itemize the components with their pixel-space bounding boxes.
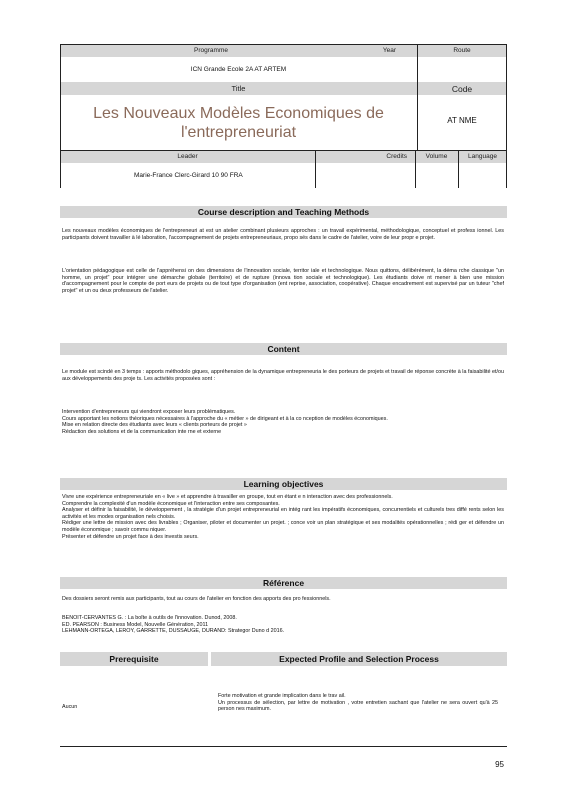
- leader-value: Marie-France Clerc-Girard 10 90 FRA: [134, 172, 243, 179]
- language-label: Language: [458, 150, 507, 163]
- title-label: Title: [60, 82, 417, 95]
- footer-rule: [60, 746, 507, 747]
- description-heading: Course description and Teaching Methods: [60, 206, 507, 218]
- description-paragraph-1: Les nouveaux modèles économiques de l'entrepreneuri at est un atelier combinant plusieurs approches : un travail expérimental, méthodologique, conceptuel et profess ionnel. Les participants doivent travailler à lé laboration, l'accompagnement de projets entrepreneuriaux, propo sés dans le cadre de l'atelier, voire de leur propr e projet.: [62, 228, 504, 241]
- content-heading: Content: [60, 343, 507, 355]
- objectives-paragraph: Vivre une expérience entrepreneuriale en « live » et apprendre à travailler en groupe, tout en étant e n interaction avec des professionnels. Comprendre la complexité d'un modèle économique et l'interaction entre ses composantes. Analyser et définir la faisabilité, le développement , la stratégie d'un projet entrepreneurial en intég rant les impératifs économiques, concurrentiels et culturels tres diffé rents selon les activités et les modes organisation nels choisis. Rédiger une lettre de mission avec des livrables ; Organiser, piloter et documenter un projet. ; conce voir un plan stratégique et ses modalités opérationnelles ; rédi ger et défendre un modèle économique ; savoir commu niquer. Présenter et défendre un projet face à des investis seurs.: [62, 494, 504, 540]
- credits-label: Credits: [315, 150, 415, 163]
- programme-value: ICN Grande Ecole 2A AT ARTEM: [190, 65, 287, 73]
- code-value: AT NME: [447, 115, 477, 125]
- profile-heading: Expected Profile and Selection Process: [211, 652, 507, 666]
- page-number: 95: [495, 760, 504, 769]
- reference-paragraph-2: BENOIT-CERVANTES G. : La boîte à outils de l'innovation. Dunod, 2008. ED. PEARSON : Business Model, Nouvelle Génération, 2011 LEHMANN-ORTEGA, LEROY, GARRETTE, DUSSAUGE, DURAND: Strategor Duno d 2016.: [62, 615, 285, 635]
- programme-label: Programme: [60, 44, 362, 57]
- description-paragraph-2: L'orientation pédagogique est celle de l'appréhensi on des dimensions de l'innovation sociale, territor iale et technologique. Nous quittons, délibérément, la déma rche classique "un homme, un projet" pour intégrer une démarche globale (territoire) et de rupture (innova tion sociale et technologique). Les étudiants doive nt mener à bien une mission d'accompagnement pour le compte de port eurs de projets ou de tout type d'organisation (ent reprise, association, coopérative). Chaque encadrement est supervisé par un tuteur "chef projet" et un ou deux professeurs de l'atelier.: [62, 268, 504, 294]
- content-paragraph-2: Intervention d'entrepreneurs qui viendront exposer leurs problématiques. Cours apportant les notions théoriques nécessaires à l'approche du « métier » de dirigeant et à la co nception de modèles économiques. Mise en relation directe des étudiants avec leurs « clients porteurs de projet » Rédaction des solutions et de la communication inte rne et externe: [62, 409, 388, 435]
- volume-label: Volume: [415, 150, 458, 163]
- profile-value: Forte motivation et grande implication dans le trav ail. Un processus de sélection, par lettre de motivation , votre entretien sachant que l'atelier ne sera ouvert qu'à 25 person nes maximum.: [218, 693, 498, 713]
- reference-paragraph-1: Des dossiers seront remis aux participants, tout au cours de l'atelier en fonction des apports des pro fessionnels.: [62, 596, 331, 602]
- header-table: [60, 44, 507, 188]
- reference-heading: Référence: [60, 577, 507, 589]
- route-label: Route: [417, 44, 507, 57]
- prerequisite-heading: Prerequisite: [60, 652, 208, 666]
- prerequisite-value: Aucun: [62, 704, 78, 710]
- code-label: Code: [417, 82, 507, 95]
- leader-label: Leader: [60, 150, 315, 163]
- content-paragraph-1: Le module est scindé en 3 temps : apports méthodolo giques, appréhension de la dynamique entrepreneuria le des porteurs de projets et travail de réponse concrète à la faisabilité et/ou aux développements des proje ts. Les activités proposées sont :: [62, 369, 504, 382]
- course-title: Les Nouveaux Modèles Economiques de l'entrepreneuriat: [93, 105, 384, 141]
- year-label: Year: [362, 44, 417, 57]
- objectives-heading: Learning objectives: [60, 478, 507, 490]
